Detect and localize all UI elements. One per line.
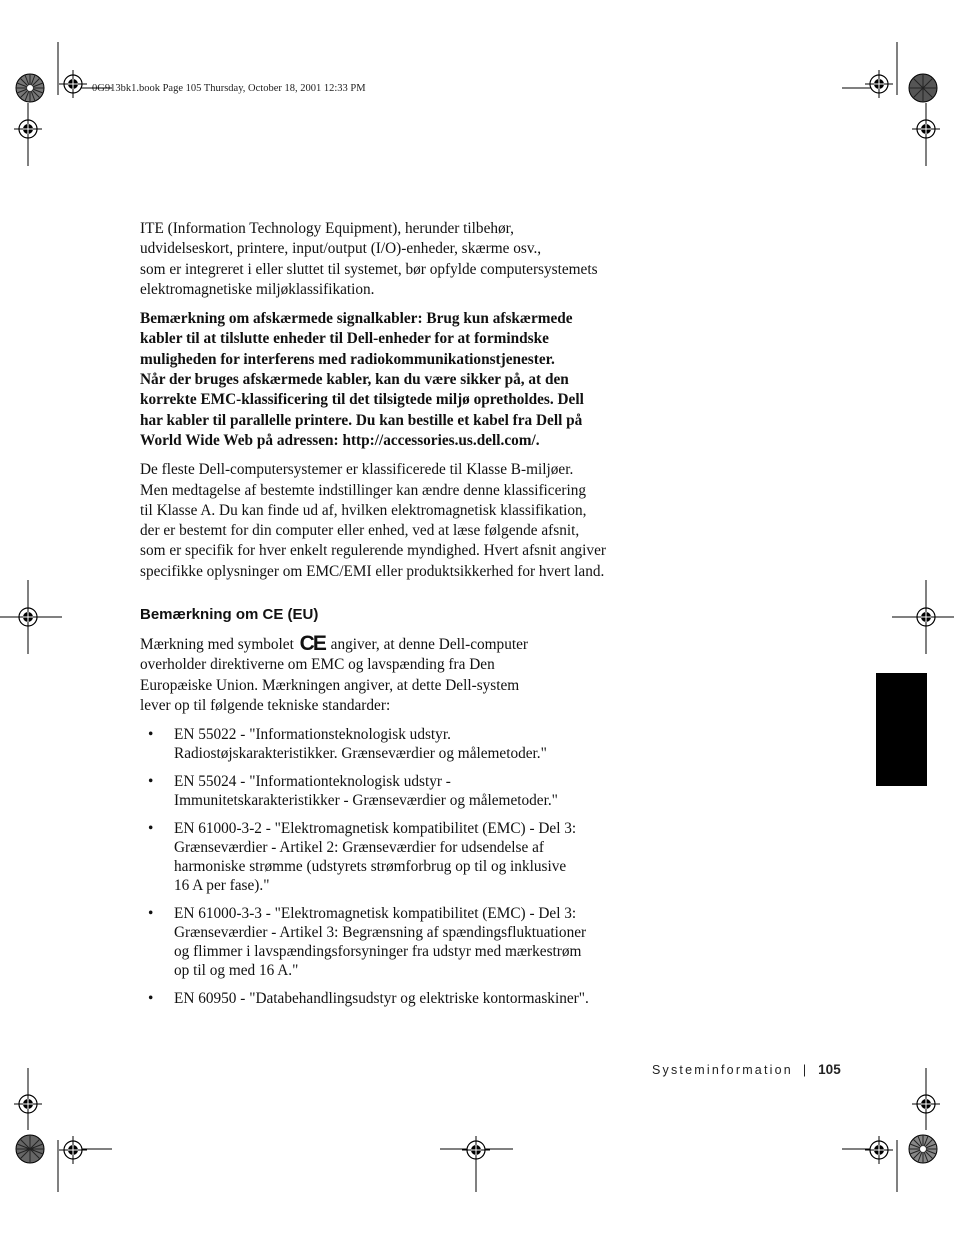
classification-paragraph: [140, 460, 640, 582]
text-line: Bemærkning om afskærmede signalkabler: Brug kun afskærmede: [140, 310, 573, 328]
footer-separator: |: [802, 1063, 807, 1077]
text-line: overholder direktiverne om EMC og lavspænding fra Den: [140, 656, 495, 674]
text-line: EN 55022 - "Informationsteknologisk udstyr.: [174, 726, 451, 744]
shielded-cable-notice: [140, 309, 640, 451]
text-line: lever op til følgende tekniske standarder:: [140, 696, 391, 714]
registration-mark-icon: [912, 1090, 940, 1118]
text-fragment: angiver, at denne Dell-computer: [330, 636, 528, 654]
list-item: [140, 725, 640, 763]
text-line: Men medtagelse af bestemte indstillinger kan ændre denne klassificering: [140, 481, 587, 499]
list-item: [140, 989, 640, 1008]
text-line: der er bestemt for din computer eller enhed, ved at læse følgende afsnit,: [140, 522, 580, 540]
text-line: EN 60950 - "Databehandlingsudstyr og elektriske kontormaskiner".: [174, 990, 589, 1008]
registration-mark-icon: [14, 603, 42, 631]
page-number: 105: [818, 1062, 841, 1077]
text-line: Grænseværdier - Artikel 2: Grænseværdier for udsendelse af: [174, 839, 545, 857]
registration-mark-icon: [59, 70, 87, 98]
text-line: op til og med 16 A.": [174, 962, 299, 980]
footer-section-title: Systeminformation: [652, 1063, 793, 1077]
registration-mark-icon: [865, 70, 893, 98]
text-line: kabler til at tilslutte enheder til Dell-enheder for at formindske: [140, 330, 549, 348]
text-line: til Klasse A. Du kan finde ud af, hvilken elektromagnetisk klassifikation,: [140, 501, 587, 519]
text-line: specifikke oplysninger om EMC/EMI eller produktsikkerhed for hvert land.: [140, 562, 605, 580]
registration-mark-icon: [59, 1136, 87, 1164]
list-item: [140, 904, 640, 980]
bullet: •: [148, 726, 154, 744]
standards-list: [140, 725, 640, 1008]
registration-mark-icon: [14, 1090, 42, 1118]
text-line: harmoniske strømme (udstyrets strømforbrug op til og inklusive: [174, 858, 567, 876]
ce-intro-paragraph: [140, 632, 640, 716]
registration-mark-icon: [912, 603, 940, 631]
text-line: ITE (Information Technology Equipment), herunder tilbehør,: [140, 220, 514, 237]
text-line: udvidelseskort, printere, input/output (I/O)-enheder, skærme osv.,: [140, 240, 542, 258]
registration-mark-icon: [912, 115, 940, 143]
text-line: Når der bruges afskærmede kabler, kan du være sikker på, at den: [140, 371, 569, 389]
text-line: Immunitetskarakteristikker - Grænseværdier og målemetoder.": [174, 792, 558, 810]
ce-mark-icon: CE: [299, 632, 325, 656]
page-body: [140, 219, 640, 1017]
text-line: 16 A per fase).": [174, 877, 270, 895]
bullet: •: [148, 773, 154, 791]
crop-marks-bottom: [28, 1068, 926, 1192]
list-item: [140, 772, 640, 810]
color-target-icon: [909, 74, 937, 102]
color-target-icon: [909, 1135, 937, 1163]
list-item: [140, 819, 640, 895]
section-heading: Bemærkning om CE (EU): [140, 606, 319, 624]
text-line: som er specifik for hver enkelt regulerende myndighed. Hvert afsnit angiver: [140, 542, 606, 560]
text-line: har kabler til parallelle printere. Du kan bestille et kabel fra Dell på: [140, 411, 583, 429]
text-line: [140, 632, 640, 656]
crop-marks-top: [28, 42, 926, 166]
registration-mark-icon: [14, 115, 42, 143]
text-fragment: Mærkning med symbolet: [140, 636, 294, 654]
text-line: korrekte EMC-klassificering til det tilsigtede miljø opretholdes. Dell: [140, 391, 584, 409]
registration-mark-icon: [865, 1136, 893, 1164]
text-line: EN 55024 - "Informationteknologisk udstyr -: [174, 773, 451, 791]
text-line: Grænseværdier - Artikel 3: Begrænsning af spændingsfluktuationer: [174, 924, 587, 942]
text-line: og flimmer i lavspændingsforsyninger fra udstyr med mærkestrøm: [174, 943, 582, 961]
color-target-icon: [16, 1135, 44, 1163]
text-line: De fleste Dell-computersystemer er klassificerede til Klasse B-miljøer.: [140, 461, 574, 479]
bullet: •: [148, 990, 154, 1008]
text-line: muligheden for interferens med radiokommunikationstjenester.: [140, 350, 555, 368]
color-target-icon: [16, 74, 44, 102]
registration-mark-icon: [462, 1136, 490, 1164]
text-line: Radiostøjskarakteristikker. Grænseværdier og målemetoder.": [174, 745, 547, 763]
bullet: •: [148, 905, 154, 923]
chapter-thumb-tab: [876, 673, 927, 786]
text-line: EN 61000-3-3 - "Elektromagnetisk kompatibilitet (EMC) - Del 3:: [174, 905, 577, 923]
text-line: Europæiske Union. Mærkningen angiver, at dette Dell-system: [140, 676, 520, 694]
page-footer: [652, 1062, 841, 1077]
print-header: 0G913bk1.book Page 105 Thursday, October 18, 2001 12:33 PM: [92, 83, 366, 94]
text-line: World Wide Web på adressen: http://accessories.us.dell.com/.: [140, 431, 540, 449]
text-line: elektromagnetiske miljøklassifikation.: [140, 280, 375, 298]
intro-paragraph: [140, 219, 640, 300]
text-line: EN 61000-3-2 - "Elektromagnetisk kompatibilitet (EMC) - Del 3:: [174, 820, 577, 838]
text-line: som er integreret i eller sluttet til systemet, bør opfylde computersystemets: [140, 260, 598, 278]
bullet: •: [148, 820, 154, 838]
